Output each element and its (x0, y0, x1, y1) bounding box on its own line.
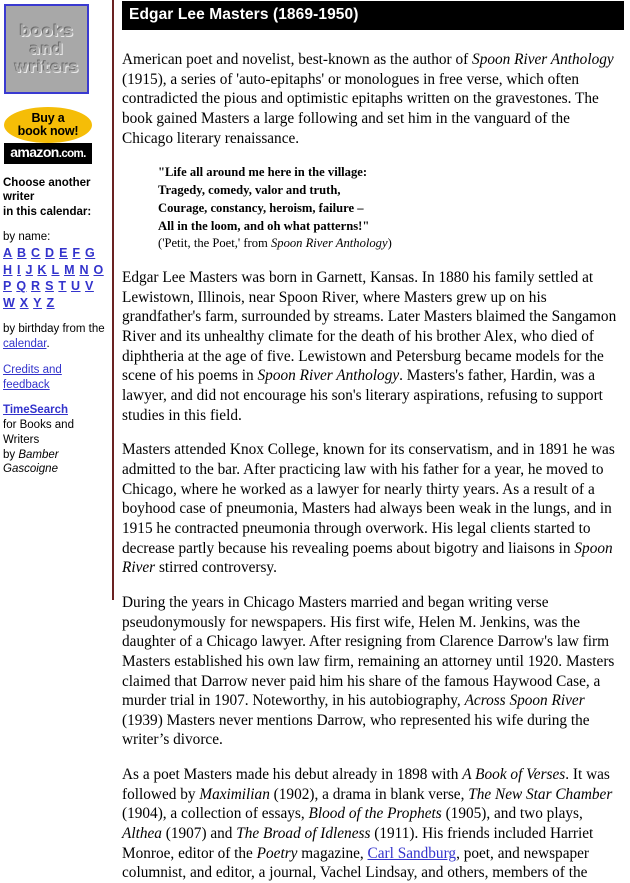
logo-line-2: and (29, 39, 64, 58)
by-birthday-label: by birthday from the (3, 323, 105, 336)
buy-a-label: Buy a (31, 110, 65, 125)
amazon-brand-suffix: .com. (58, 148, 86, 160)
quote-source-post: ) (387, 236, 392, 251)
credits-and-feedback-link[interactable]: Credits and feedback (3, 363, 62, 391)
alphabet-link-v[interactable]: V (85, 279, 94, 294)
amazon-oval (4, 107, 92, 143)
paragraph-law-career (122, 440, 624, 578)
alphabet-link-q[interactable]: Q (16, 279, 27, 294)
alphabet-link-g[interactable]: G (85, 246, 96, 261)
timesearch-author-line (3, 448, 108, 477)
p5-title-new-star-chamber: The New Star Chamber (468, 785, 613, 803)
p3-text-a: Masters attended Knox College, known for its conservatism, and in 1891 he was admitted to the bar. After practicing law with his father for a year, he moved to Chicago, where he worked as a lawyer for nearly thirty years. As a result of a boyhood case of pneumonia, Masters had always been weak in the lungs, and in 1915 he contracted pneumonia through overwork. His legal clients started to decrease partly because his revealing poems about bigotry and liaisons in (122, 441, 615, 557)
p2-text-b: . Masters's father, Hardin, was a lawyer, and did not encourage his son's literary aspirations, refusing to support studies in this field. (122, 367, 603, 424)
alphabet-index (3, 245, 108, 311)
amazon-buy-book-banner[interactable] (4, 107, 92, 164)
alphabet-link-w[interactable]: W (3, 295, 16, 310)
p5-title-althea: Althea (122, 825, 162, 843)
p1-text-a: American poet and novelist, best-known as the author of (122, 51, 473, 68)
p3-text-b: stirred controversy. (155, 559, 277, 577)
alphabet-link-k[interactable]: K (37, 262, 47, 277)
p5-title-maximilian: Maximilian (199, 785, 270, 803)
page-title: Edgar Lee Masters (1869-1950) (122, 1, 624, 30)
p5-text-a: As a poet Masters made his debut already in 1898 with (122, 766, 463, 784)
amazon-brand: amazon (10, 144, 59, 160)
amazon-oval-label (4, 107, 92, 143)
sidebar (0, 0, 112, 600)
paragraph-poetic-debut (122, 765, 624, 883)
alphabet-link-u[interactable]: U (71, 279, 81, 294)
alphabet-link-f[interactable]: F (72, 246, 81, 261)
p5-title-broad-of-idleness: The Broad of Idleness (236, 825, 371, 843)
choose-another-writer-heading (3, 176, 108, 219)
p1-text-b: (1915), a series of 'auto-epitaphs' or monologues in free verse, which often contradicted the pious and optimistic epitaphs written on the gravestones. The book gained Masters a large following and set him in the vanguard of the Chicago literary renaissance. (122, 70, 599, 147)
alphabet-link-c[interactable]: C (31, 246, 41, 261)
alphabet-link-e[interactable]: E (59, 246, 68, 261)
p2-title-spoon-river-anthology: Spoon River Anthology (257, 367, 400, 385)
alphabet-link-h[interactable]: H (3, 262, 13, 277)
alphabet-link-m[interactable]: M (64, 262, 75, 277)
alphabet-link-a[interactable]: A (3, 246, 13, 261)
poem-quote-block (158, 164, 624, 253)
quote-source (158, 235, 624, 253)
p2-text-a: Edgar Lee Masters was born in Garnett, Kansas. In 1880 his family settled at Lewistown, Illinois, near Spoon River, where Masters grew up on his grandfather's farm, surrounded by streams. Later Masters blaimed the Sangamon River and its unhealthy climate for the death of his brother Alex, who died of diphtheria at the age of five. Lewistown and Petersburg became models for the scene of his poems in (122, 269, 617, 385)
quote-source-title: Spoon River Anthology (270, 236, 388, 251)
quote-line-4: All in the loom, and oh what patterns!" (158, 218, 370, 233)
timesearch-link[interactable]: TimeSearch (3, 404, 68, 417)
p5-text-e: (1905), and two plays, (441, 805, 583, 823)
p5-text-i: , poet, and newspaper columnist, and editor, a journal, Vachel Lindsay, and others, members of the (122, 844, 590, 882)
book-now-label: book now! (17, 124, 79, 138)
p5-text-g: (1911). His friends included Harriet Monroe, editor of the (122, 825, 594, 862)
alphabet-link-t[interactable]: T (58, 279, 67, 294)
timesearch-by-prefix: by (3, 448, 19, 461)
by-birthday-block (3, 322, 108, 351)
alphabet-link-i[interactable]: I (17, 262, 21, 277)
amazon-brand-bar (4, 143, 92, 164)
main-content (114, 0, 630, 882)
p5-text-c: (1902), a drama in blank verse, (269, 785, 469, 803)
timesearch-subtitle: for Books and Writers (3, 419, 74, 446)
alphabet-link-y[interactable]: Y (33, 295, 42, 310)
alphabet-link-p[interactable]: P (3, 279, 12, 294)
quote-line-1: "Life all around me here in the village: (158, 165, 368, 180)
quote-source-pre: ('Petit, the Poet,' from (158, 236, 271, 251)
p3-title-spoon-river: Spoon River (122, 539, 613, 577)
paragraph-chicago-years (122, 593, 624, 750)
calendar-link[interactable]: calendar (3, 338, 47, 351)
choose-heading-line-2: in this calendar: (3, 205, 92, 218)
alphabet-link-j[interactable]: J (25, 262, 33, 277)
choose-heading-line-1: Choose another writer (3, 176, 91, 204)
p5-text-d: (1904), a collection of essays, (122, 805, 309, 823)
p5-title-poetry: Poetry (256, 844, 298, 862)
p4-text-a: During the years in Chicago Masters married and began writing verse pseudonymously for newspapers. His first wife, Helen M. Jenkins, was the daughter of a Chicago lawyer. After resigning from Clarence Darrow's law firm Masters established his own law firm, remaining an attorney until 1920. Masters claimed that Darrow never paid him his share of the famous Haywood Case, a murder trial in 1907. Noteworthy, in his autobiography, (122, 593, 615, 710)
birthday-period: . (46, 338, 50, 351)
logo-line-1: books (19, 21, 74, 40)
p4-text-b: (1939) Masters never mentions Darrow, who represented his wife during the writer’s divorce. (122, 711, 590, 749)
credits-block (3, 363, 108, 392)
timesearch-author: Bamber Gascoigne (3, 448, 59, 476)
alphabet-link-n[interactable]: N (79, 262, 89, 277)
paragraph-early-life (122, 268, 624, 425)
alphabet-link-l[interactable]: L (51, 262, 60, 277)
paragraph-intro (122, 50, 624, 148)
quote-line-2: Tragedy, comedy, valor and truth, (158, 183, 341, 198)
logo-line-3: writers (14, 58, 79, 77)
carl-sandburg-link[interactable]: Carl Sandburg (367, 844, 457, 862)
p1-title-spoon-river-anthology: Spoon River Anthology (472, 51, 614, 68)
p5-text-h: magazine, (297, 844, 368, 862)
timesearch-block (3, 403, 108, 477)
alphabet-link-r[interactable]: R (31, 279, 41, 294)
quote-line-3: Courage, constancy, heroism, failure – (158, 200, 364, 215)
alphabet-link-o[interactable]: O (93, 262, 104, 277)
alphabet-link-x[interactable]: X (19, 295, 29, 310)
p4-title-across-spoon-river: Across Spoon River (464, 692, 585, 710)
p5-title-blood-of-the-prophets: Blood of the Prophets (308, 805, 442, 823)
p5-title-a-book-of-verses: A Book of Verses (462, 766, 566, 784)
p5-text-f: (1907) and (161, 825, 237, 843)
alphabet-link-z[interactable]: Z (46, 295, 55, 310)
alphabet-link-d[interactable]: D (45, 246, 55, 261)
alphabet-link-b[interactable]: B (17, 246, 27, 261)
p5-text-b: . It was followed by (122, 766, 610, 803)
by-name-label: by name: (3, 230, 51, 243)
alphabet-link-s[interactable]: S (45, 279, 54, 294)
books-and-writers-logo[interactable] (4, 4, 89, 94)
